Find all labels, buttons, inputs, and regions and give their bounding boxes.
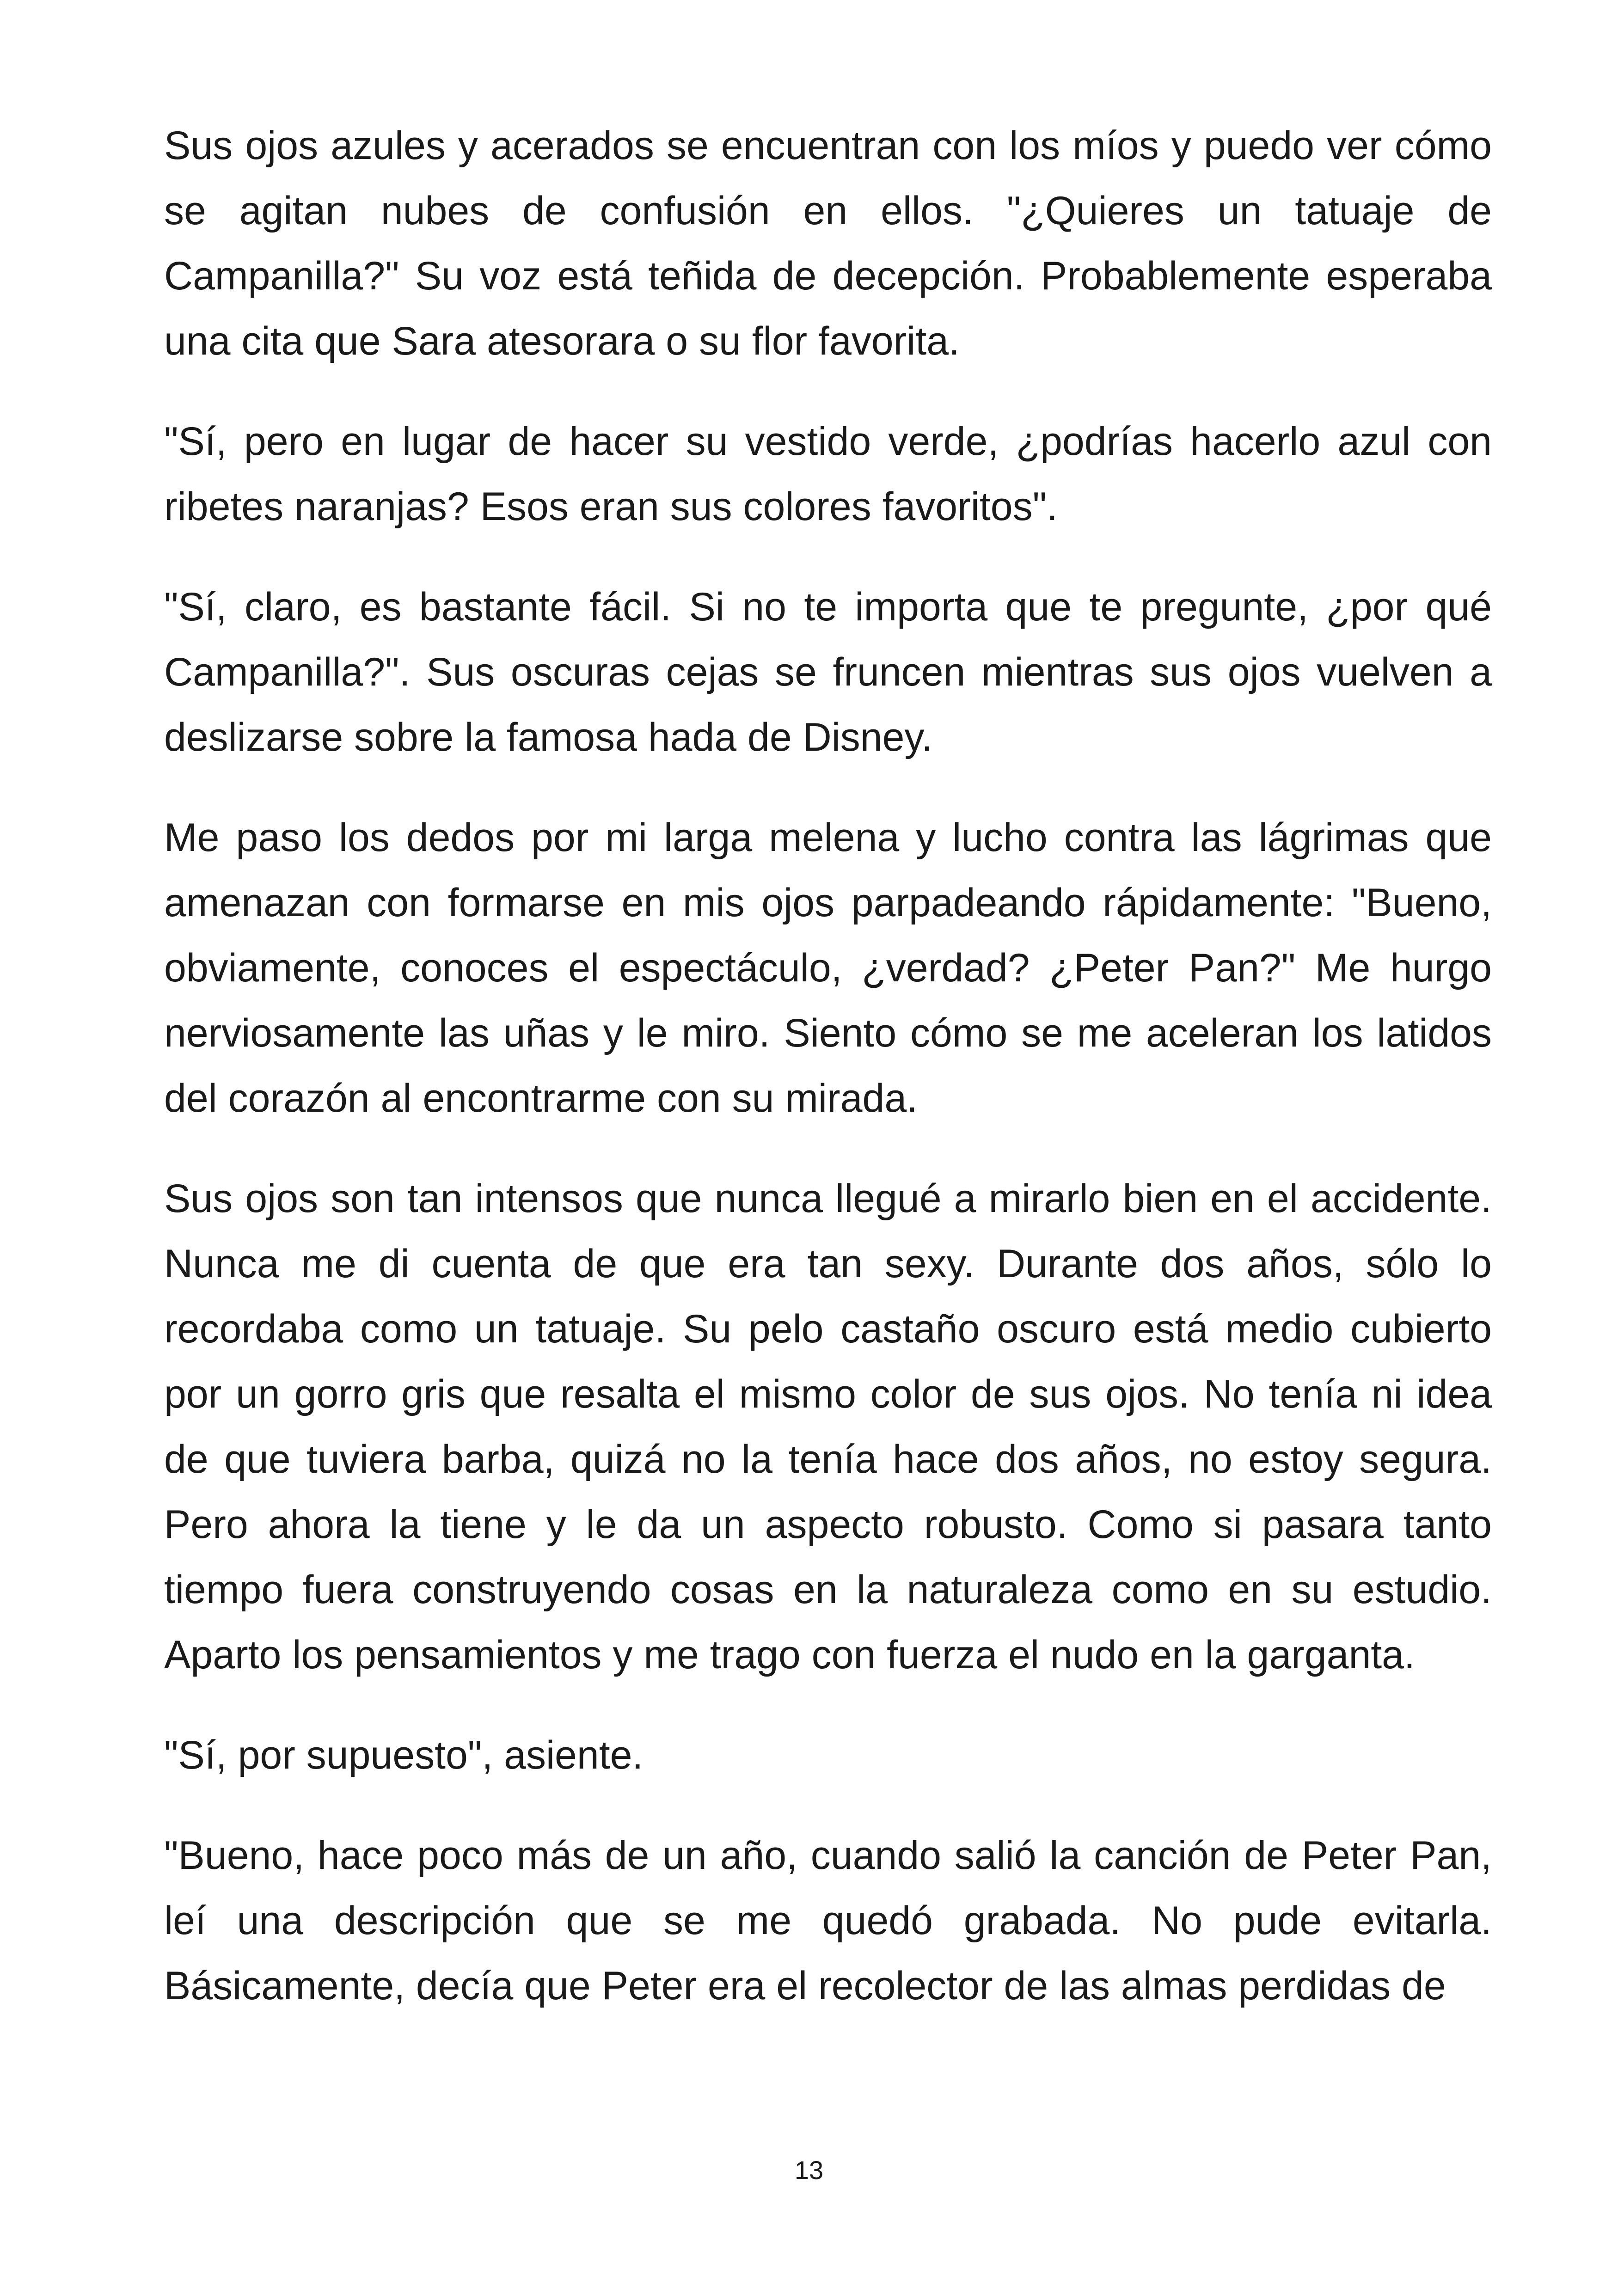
paragraph-3: "Sí, claro, es bastante fácil. Si no te importa que te pregunte, ¿por qué Campanilla?". Sus oscuras cejas se fruncen mientras sus ojos vuelven a deslizarse sobre la famosa hada de Disney. — [164, 585, 1492, 759]
paragraph-7: "Bueno, hace poco más de un año, cuando salió la canción de Peter Pan, leí una descripción que se me quedó grabada. No pude evitarla. Básicamente, decía que Peter era el recolector de las almas perdidas de — [164, 1833, 1492, 2008]
paragraph-1: Sus ojos azules y acerados se encuentran con los míos y puedo ver cómo se agitan nubes de confusión en ellos. "¿Quieres un tatuaje de Campanilla?" Su voz está teñida de decepción. Probablemente esperaba una cita que Sara atesorara o su flor favorita. — [164, 123, 1492, 363]
paragraph-4: Me paso los dedos por mi larga melena y lucho contra las lágrimas que amenazan con formarse en mis ojos parpadeando rápidamente: "Bueno, obviamente, conoces el espectáculo, ¿verdad? ¿Peter Pan?" Me hurgo nerviosamente las uñas y le miro. Siento cómo se me aceleran los latidos del corazón al encontrarme con su mirada. — [164, 815, 1492, 1120]
paragraph-2: "Sí, pero en lugar de hacer su vestido verde, ¿podrías hacerlo azul con ribetes naranjas? Esos eran sus colores favoritos". — [164, 419, 1492, 529]
paragraph-5: Sus ojos son tan intensos que nunca llegué a mirarlo bien en el accidente. Nunca me di cuenta de que era tan sexy. Durante dos años, sólo lo recordaba como un tatuaje. Su pelo castaño oscuro está medio cubierto por un gorro gris que resalta el mismo color de sus ojos. No tenía ni idea de que tuviera barba, quizá no la tenía hace dos años, no estoy segura. Pero ahora la tiene y le da un aspecto robusto. Como si pasara tanto tiempo fuera construyendo cosas en la naturaleza como en su estudio. Aparto los pensamientos y me trago con fuerza el nudo en la garganta. — [164, 1176, 1492, 1677]
paragraph-6: "Sí, por supuesto", asiente. — [164, 1733, 644, 1777]
page-number: 13 — [794, 2155, 824, 2185]
body-text — [164, 113, 1492, 2054]
